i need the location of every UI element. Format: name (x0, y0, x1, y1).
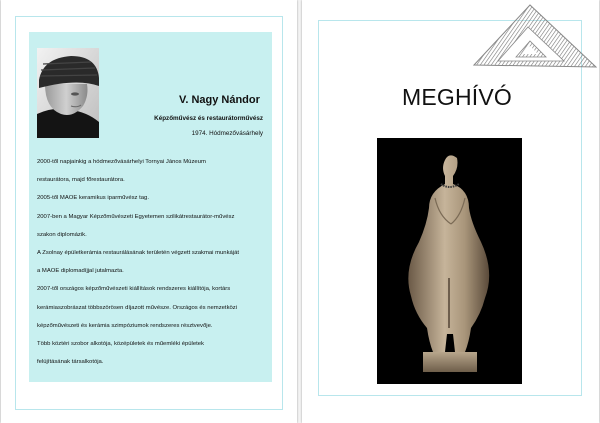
bio-line: képzőművészeti és kerámia szimpóziumok rendszeres résztvevője. (37, 322, 213, 329)
right-page (302, 0, 599, 423)
artist-name: V. Nagy Nándor (179, 94, 260, 106)
bio-line: 2007-ben a Magyar Képzőművészeti Egyetemen szilikátrestaurátor-művész (37, 213, 235, 220)
left-page (1, 0, 297, 423)
triangle-logo (472, 3, 597, 73)
bio-line: a MAOE diplomadíjjal jutalmazta. (37, 268, 124, 275)
invitation-heading: MEGHÍVÓ (402, 84, 513, 110)
bio-line: 2000-től napjainkig a hódmezővásárhelyi Tornyai János Múzeum (37, 159, 206, 165)
bio-line: felújításának társalkotója. (37, 359, 104, 366)
artist-portrait (37, 48, 99, 138)
bio-line: szakon diplomázik. (37, 231, 87, 238)
artist-title: Képzőművész és restaurátorművész (154, 115, 263, 122)
bio-line: 2007-től országos képzőművészeti kiállítások rendszeres kiállítója, kortárs (37, 286, 231, 293)
bio-line: restaurátora, majd főrestaurátora. (37, 177, 125, 184)
artist-bio (37, 158, 269, 376)
bio-line: A Zsolnay épületkerámia restaurálásának területén végzett szakmai munkáját (37, 249, 240, 256)
bio-line: 2005-től MAOE keramikus iparművész tag. (37, 195, 149, 202)
sculpture-photo (377, 138, 522, 384)
bio-line: kerámiaszobrászat többszörösen díjazott művésze. Országos és nemzetközi (37, 304, 238, 311)
bio-panel (29, 32, 272, 382)
artist-birth: 1974. Hódmezővásárhely (191, 130, 263, 137)
bio-line: Több köztéri szobor alkotója, középületek és műemléki épületek (37, 340, 204, 347)
